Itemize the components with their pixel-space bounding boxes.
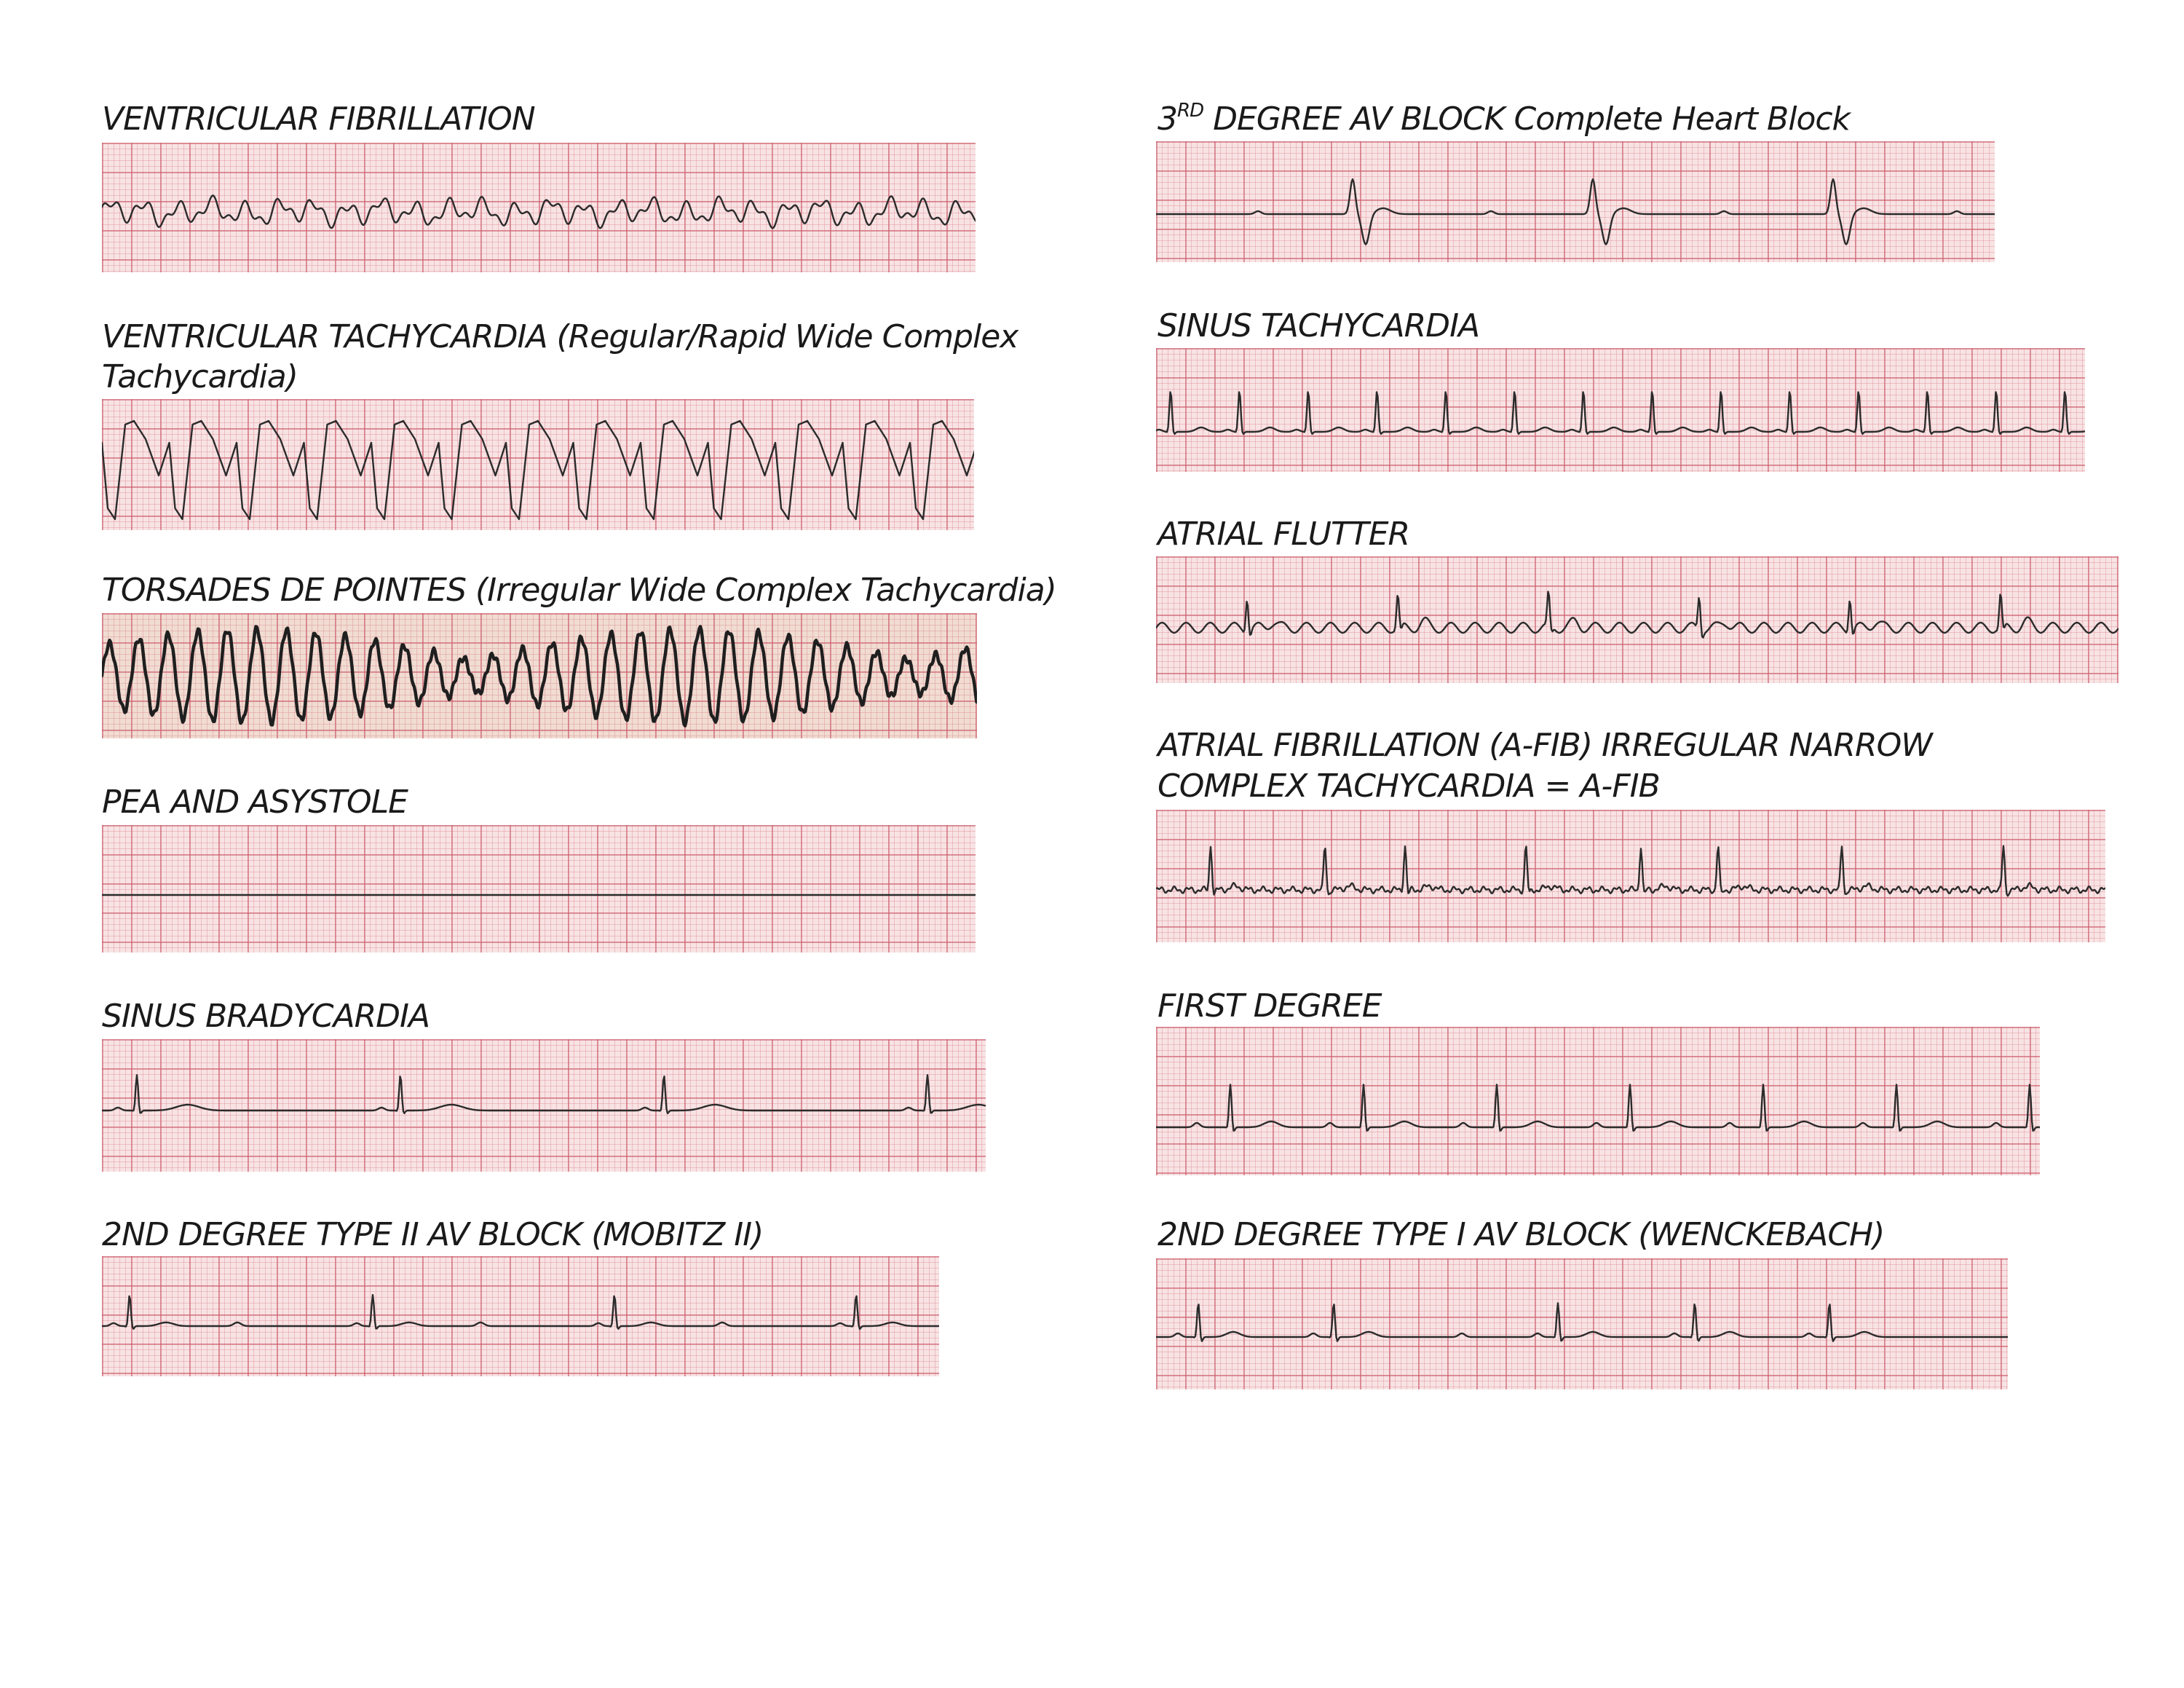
- third-degree-rest: DEGREE AV BLOCK Complete Heart Block: [1203, 100, 1851, 138]
- ecg-trace-wenckebach: [1156, 1303, 2008, 1341]
- label-first-degree: FIRST DEGREE: [1158, 987, 1382, 1025]
- ecg-trace-ventricular-fibrillation: [102, 196, 976, 229]
- label-atrial-fibrillation-line2: COMPLEX TACHYCARDIA = A-FIB: [1158, 768, 1660, 805]
- ecg-strip-torsades-de-pointes: [102, 613, 977, 738]
- ecg-strip-mobitz-ii: [102, 1256, 939, 1376]
- label-mobitz-ii: 2ND DEGREE TYPE II AV BLOCK (MOBITZ II): [102, 1216, 764, 1253]
- ecg-trace-ventricular-tachycardia: [102, 421, 974, 519]
- label-sinus-bradycardia: SINUS BRADYCARDIA: [102, 998, 430, 1035]
- label-torsades-de-pointes: TORSADES DE POINTES (Irregular Wide Complex Tachycardia): [102, 572, 1056, 609]
- third-degree-superscript: RD: [1177, 100, 1204, 122]
- ecg-trace-sinus-bradycardia: [102, 1075, 986, 1113]
- ecg-trace-first-degree: [1156, 1084, 2040, 1130]
- label-atrial-flutter: ATRIAL FLUTTER: [1158, 516, 1410, 553]
- label-atrial-fibrillation-line1: ATRIAL FIBRILLATION (A-FIB) IRREGULAR NARROW: [1158, 727, 1932, 764]
- ecg-strip-third-degree-av-block: [1156, 141, 1995, 262]
- ecg-trace-torsades-de-pointes: [102, 626, 977, 725]
- ecg-trace-atrial-flutter: [1156, 591, 2118, 637]
- label-sinus-tachycardia: SINUS TACHYCARDIA: [1158, 307, 1480, 344]
- ecg-strip-sinus-bradycardia: [102, 1039, 986, 1172]
- ecg-strip-ventricular-fibrillation: [102, 143, 976, 272]
- ecg-trace-mobitz-ii: [102, 1295, 938, 1329]
- label-wenckebach: 2ND DEGREE TYPE I AV BLOCK (WENCKEBACH): [1158, 1216, 1885, 1253]
- ecg-strip-sinus-tachycardia: [1156, 348, 2085, 472]
- third-degree-number: 3: [1158, 100, 1177, 138]
- label-ventricular-tachycardia-line1: VENTRICULAR TACHYCARDIA (Regular/Rapid Wide Complex: [102, 318, 1018, 355]
- label-third-degree-av-block: [1158, 99, 1850, 140]
- label-ventricular-fibrillation: VENTRICULAR FIBRILLATION: [102, 100, 535, 138]
- label-ventricular-tachycardia-line2: Tachycardia): [102, 358, 298, 395]
- ecg-strip-atrial-fibrillation: [1156, 810, 2105, 942]
- ecg-trace-third-degree-av-block: [1156, 179, 1995, 245]
- ecg-trace-sinus-tachycardia: [1156, 393, 2084, 434]
- ecg-strip-pea-and-asystole: [102, 825, 976, 953]
- ecg-strip-atrial-flutter: [1156, 556, 2118, 683]
- label-pea-and-asystole: PEA AND ASYSTOLE: [102, 784, 408, 821]
- ecg-trace-atrial-fibrillation: [1156, 846, 2105, 896]
- ecg-strip-first-degree: [1156, 1027, 2040, 1175]
- ecg-strip-wenckebach: [1156, 1258, 2008, 1389]
- ecg-strip-ventricular-tachycardia: [102, 399, 974, 530]
